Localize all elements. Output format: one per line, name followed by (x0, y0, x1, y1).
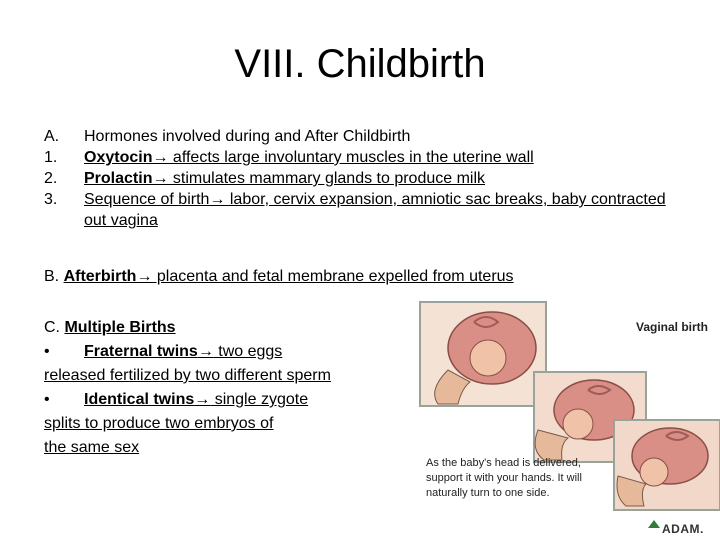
list-item (44, 168, 684, 189)
list-body (84, 189, 684, 231)
list-text: Hormones involved during and After Childbirth (84, 128, 411, 145)
list-marker: 2. (44, 170, 58, 187)
bullet-icon: • (44, 391, 50, 408)
term-prolactin: Prolactin (84, 170, 153, 187)
section-prefix: C. (44, 319, 65, 336)
adam-logo-icon (648, 520, 660, 528)
sequence-label: Sequence of birth (84, 191, 210, 208)
birth-illustration-graphic (418, 300, 720, 540)
arrow-icon: → (194, 391, 211, 408)
bullet-item (44, 388, 404, 412)
list-item (44, 147, 684, 168)
bullet-item (44, 340, 404, 364)
list-body (84, 168, 684, 189)
list-text: stimulates mammary glands to produce milk (168, 170, 486, 187)
term-identical-twins: Identical twins (84, 391, 195, 408)
list-item (44, 126, 684, 147)
bullet-text: single zygote (210, 391, 309, 408)
bullet-body (84, 343, 282, 360)
list-marker: A. (44, 128, 60, 145)
bullet-body (84, 391, 308, 408)
list-marker: 1. (44, 149, 58, 166)
bullet-icon: • (44, 343, 50, 360)
baby-head-1 (470, 340, 506, 376)
section-prefix: B. (44, 268, 64, 285)
slide-title: VIII. Childbirth (234, 42, 486, 86)
list-text: labor, cervix expansion, amniotic sac breaks, baby contracted out vagina (84, 191, 666, 229)
term-afterbirth: Afterbirth (63, 268, 137, 285)
multiple-births-heading: Multiple Births (64, 319, 176, 336)
afterbirth-line (64, 268, 514, 285)
adam-logo: ADAM. (662, 522, 704, 536)
arrow-icon: → (209, 191, 226, 208)
list-marker: 3. (44, 191, 58, 208)
arrow-icon: → (152, 149, 169, 166)
baby-head-2 (563, 409, 593, 439)
term-fraternal-twins: Fraternal twins (84, 343, 198, 360)
term-oxytocin: Oxytocin (84, 149, 153, 166)
arrow-icon: → (136, 268, 153, 285)
bullet-text: two eggs (213, 343, 283, 360)
list-item (44, 189, 684, 231)
bullet-continuation: the same sex (44, 439, 140, 456)
afterbirth-section (44, 266, 684, 287)
arrow-icon: → (152, 170, 169, 187)
hormone-list (44, 126, 684, 231)
figure-label: Vaginal birth (636, 320, 709, 334)
list-body (84, 147, 684, 168)
multiple-births-section (44, 316, 404, 460)
bullet-continuation: splits to produce two embryos of (44, 415, 274, 432)
baby-head-3 (640, 458, 668, 486)
list-text: affects large involuntary muscles in the uterine wall (168, 149, 534, 166)
bullet-continuation: released fertilized by two different sperm (44, 367, 331, 384)
section-heading (44, 316, 404, 340)
vaginal-birth-illustration (418, 300, 720, 540)
figure-caption: As the baby's head is delivered, support it with your hands. It will naturally turn to one side. (426, 457, 582, 499)
afterbirth-text: placenta and fetal membrane expelled from uterus (152, 268, 514, 285)
arrow-icon: → (197, 343, 214, 360)
